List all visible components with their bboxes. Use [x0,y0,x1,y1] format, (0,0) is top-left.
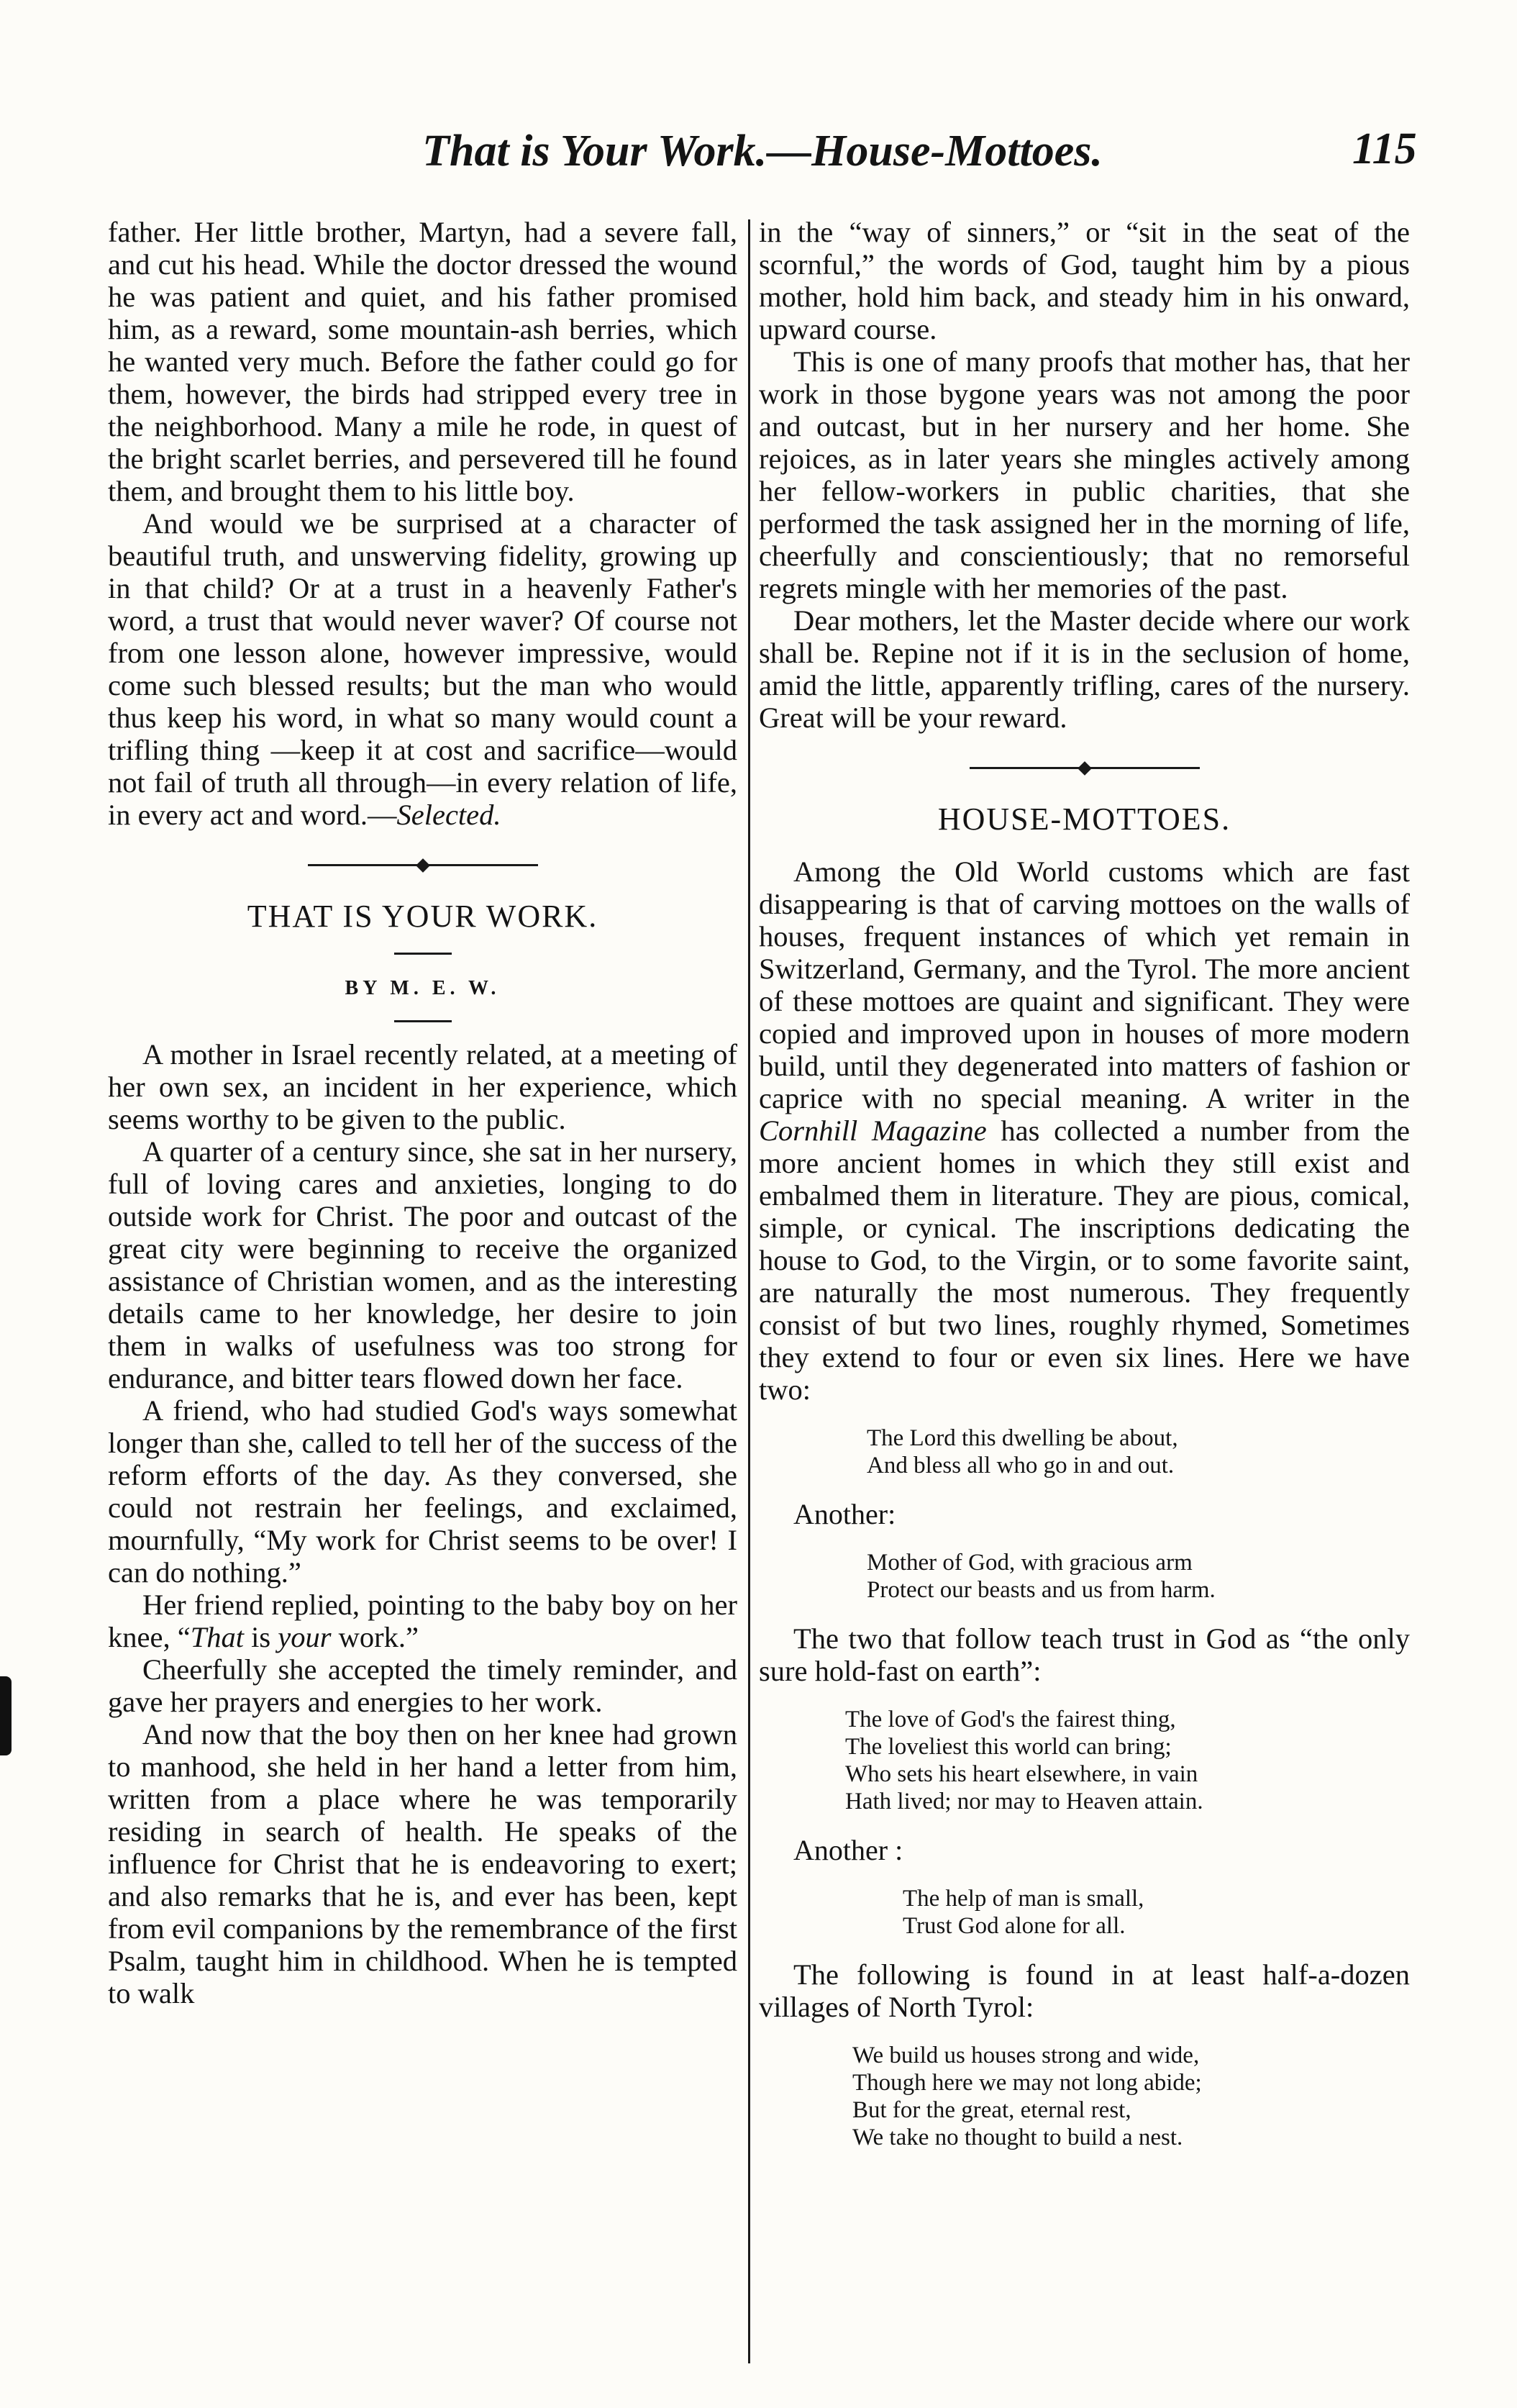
paragraph: A mother in Israel recently related, at a meeting of her own sex, an incident in her experience, which seems worthy to be given to the public. [108,1038,737,1135]
article-title: HOUSE-MOTTOES. [937,801,1231,837]
paragraph [108,1589,737,1653]
verse-line: But for the great, eternal rest, [852,2097,1131,2123]
emphasis: your [278,1621,332,1653]
paragraph: The following is found in at least half-a-dozen villages of North Tyrol: [759,1958,1410,2023]
short-rule [394,953,452,955]
paragraph: father. Her little brother, Martyn, had a severe fall, and cut his head. While the doctor dressed the wound he was patient and quiet, and his father promised him, as a reward, some mountain-ash berries, which he wanted very much. Before the father could go for them, however, the birds had stripped every tree in the neighborhood. Many a mile he rode, in quest of the bright scarlet berries, and persevered till he found them, and brought them to his little boy. [108,216,737,507]
section-divider [308,860,538,870]
byline: BY M. E. W. [345,977,501,999]
motto-verse [852,2042,1410,2151]
motto-verse [867,1425,1410,1479]
binding-shadow [0,1676,12,1755]
paragraph [108,507,737,831]
verse-line: Trust God alone for all. [903,1913,1126,1939]
paragraph: The two that follow teach trust in God as “the only sure hold-fast on earth”: [759,1622,1410,1687]
emphasis: That [190,1621,244,1653]
running-header: That is Your Work.—House-Mottoes. [422,127,1103,176]
verse-line: Mother of God, with gracious arm [867,1550,1193,1576]
selected-attribution: Selected. [396,799,501,831]
paragraph: in the “way of sinners,” or “sit in the seat of the scornful,” the words of God, taught him by a pious mother, hold him back, and steady him in his onward, upward course. [759,216,1410,345]
verse-line: And bless all who go in and out. [867,1453,1175,1478]
motto-verse [867,1549,1410,1604]
motto-verse [903,1885,1410,1940]
verse-line: The loveliest this world can bring; [845,1734,1172,1760]
paragraph-text: Her friend replied, pointing to the baby boy on her knee, “ [108,1589,737,1653]
article-title: THAT IS YOUR WORK. [247,899,598,934]
paragraph-text: is [243,1621,278,1653]
verse-line: Protect our beasts and us from harm. [867,1577,1216,1603]
paragraph-text: And would we be surprised at a character of beautiful truth, and unswerving fidelity, growing up in that child? Or at a trust in a heavenly Father's word, a trust that would never waver? Of course not from one lesson alone, however impressive, would come such blessed results; but the man who would thus keep his word, in what so many would count a trifling thing —keep it at cost and sacrifice—would not fail of truth all through—in every relation of life, in every act and word.— [108,507,737,831]
verse-line: The help of man is small, [903,1886,1144,1912]
verse-line: We build us houses strong and wide, [852,2043,1200,2068]
verse-line: The Lord this dwelling be about, [867,1425,1178,1451]
left-column [108,216,737,2009]
verse-line: We take no thought to build a nest. [852,2125,1183,2150]
paragraph: Cheerfully she accepted the timely reminder, and gave her prayers and energies to her work. [108,1653,737,1718]
paragraph: This is one of many proofs that mother has, that her work in those bygone years was not among the poor and outcast, but in her nursery and her home. She rejoices, as in later years she mingles actively among her fellow-workers in public charities, that she performed the task assigned her in the morning of life, cheerfully and conscientiously; that no remorseful regrets mingle with her memories of the past. [759,345,1410,604]
paragraph: A friend, who had studied God's ways somewhat longer than she, called to tell her of the success of the reform efforts of the day. As they conversed, she could not restrain her feelings, and exclaimed, mournfully, “My work for Christ seems to be over! I can do nothing.” [108,1394,737,1589]
paragraph-text: has collected a number from the more ancient homes in which they still exist and embalmed them in literature. They are pious, comical, simple, or cynical. The inscriptions dedicating the house to God, to the Virgin, or to some favorite saint, are naturally the most numerous. They frequently consist of but two lines, roughly rhymed, Sometimes they extend to four or even six lines. Here we have two: [759,1114,1410,1406]
page-number: 115 [1352,124,1417,173]
section-divider [970,763,1200,773]
column-divider [748,219,750,2363]
right-column [759,216,1410,2170]
another-label: Another : [793,1834,903,1866]
paragraph [759,855,1410,1406]
paragraph: A quarter of a century since, she sat in her nursery, full of loving cares and anxieties, longing to do outside work for Christ. The poor and outcast of the great city were beginning to receive the organized assistance of Christian women, and as the interesting details came to her knowledge, her desire to join them in walks of usefulness was too strong for endurance, and bitter tears flowed down her face. [108,1135,737,1394]
motto-verse [845,1706,1410,1815]
paragraph-text: Among the Old World customs which are fast disappearing is that of carving mottoes on the walls of houses, frequent instances of which yet remain in Switzerland, Germany, and the Tyrol. The more ancient of these mottoes are quaint and significant. They were copied and improved upon in houses of more modern build, until they degenerated into matters of fashion or caprice with no special meaning. A writer in the [759,855,1410,1114]
paragraph-text: work.” [331,1621,419,1653]
verse-line: Though here we may not long abide; [852,2070,1202,2096]
paragraph: And now that the boy then on her knee had grown to manhood, she held in her hand a letter from him, written from a place where he was temporarily residing in search of health. He speaks of the influence for Christ that he is endeavoring to exert; and also remarks that he is, and ever has been, kept from evil companions by the remembrance of the first Psalm, taught him in childhood. When he is tempted to walk [108,1718,737,2009]
another-label: Another: [793,1498,896,1530]
verse-line: Who sets his heart elsewhere, in vain [845,1761,1198,1787]
short-rule [394,1020,452,1022]
verse-line: Hath lived; nor may to Heaven attain. [845,1789,1203,1814]
paragraph: Dear mothers, let the Master decide where our work shall be. Repine not if it is in the seclusion of home, amid the little, apparently trifling, cares of the nursery. Great will be your reward. [759,604,1410,734]
verse-line: The love of God's the fairest thing, [845,1707,1176,1732]
magazine-name: Cornhill Magazine [759,1114,987,1147]
